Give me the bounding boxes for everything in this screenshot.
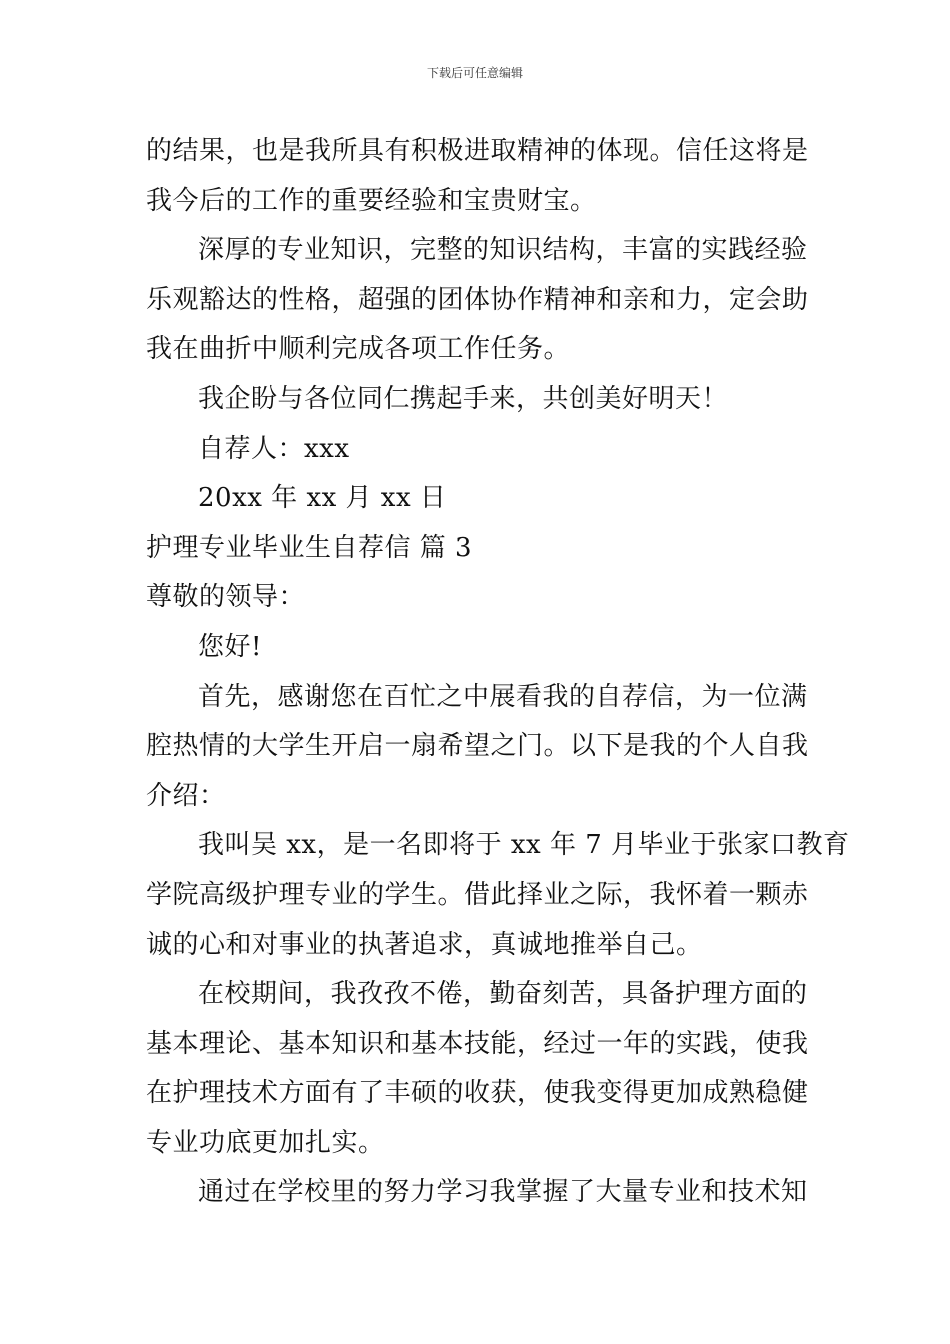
body-line-4: 乐观豁达的性格，超强的团体协作精神和亲和力，定会助 xyxy=(146,284,809,315)
greeting: 您好! xyxy=(198,631,262,662)
body-line-21: 专业功底更加扎实。 xyxy=(146,1127,385,1158)
body-line-5: 我在曲折中顺利完成各项工作任务。 xyxy=(146,334,571,365)
body-line-18: 在校期间，我孜孜不倦，勤奋刻苦，具备护理方面的 xyxy=(198,979,808,1010)
section-title: 护理专业毕业生自荐信 篇 3 xyxy=(146,532,473,563)
body-line-3: 深厚的专业知识，完整的知识结构，丰富的实践经验 xyxy=(198,235,808,266)
signature-line: 自荐人：xxx xyxy=(198,433,350,464)
document-body xyxy=(146,127,850,1218)
body-line-15: 我叫吴 xx，是一名即将于 xx 年 7 月毕业于张家口教育 xyxy=(198,830,850,861)
body-line-12: 首先，感谢您在百忙之中展看我的自荐信，为一位满 xyxy=(198,681,808,712)
body-line-17: 诚的心和对事业的执著追求，真诚地推举自己。 xyxy=(146,929,703,960)
body-line-16: 学院高级护理专业的学生。借此择业之际，我怀着一颗赤 xyxy=(146,879,809,910)
body-line-20: 在护理技术方面有了丰硕的收获，使我变得更加成熟稳健 xyxy=(146,1078,809,1109)
date-line: 20xx 年 xx 月 xx 日 xyxy=(198,483,447,514)
closing-line: 我企盼与各位同仁携起手来，共创美好明天！ xyxy=(198,383,729,414)
page-header-note: 下载后可任意编辑 xyxy=(426,66,523,80)
body-line-22: 通过在学校里的努力学习我掌握了大量专业和技术知 xyxy=(198,1177,808,1208)
body-line-19: 基本理论、基本知识和基本技能，经过一年的实践，使我 xyxy=(146,1028,809,1059)
salutation: 尊敬的领导： xyxy=(146,582,306,613)
body-line-13: 腔热情的大学生开启一扇希望之门。以下是我的个人自我 xyxy=(146,731,809,762)
body-line-2: 我今后的工作的重要经验和宝贵财宝。 xyxy=(146,185,597,216)
body-line-14: 介绍： xyxy=(146,780,226,811)
body-line-1: 的结果，也是我所具有积极进取精神的体现。信任这将是 xyxy=(146,136,809,166)
